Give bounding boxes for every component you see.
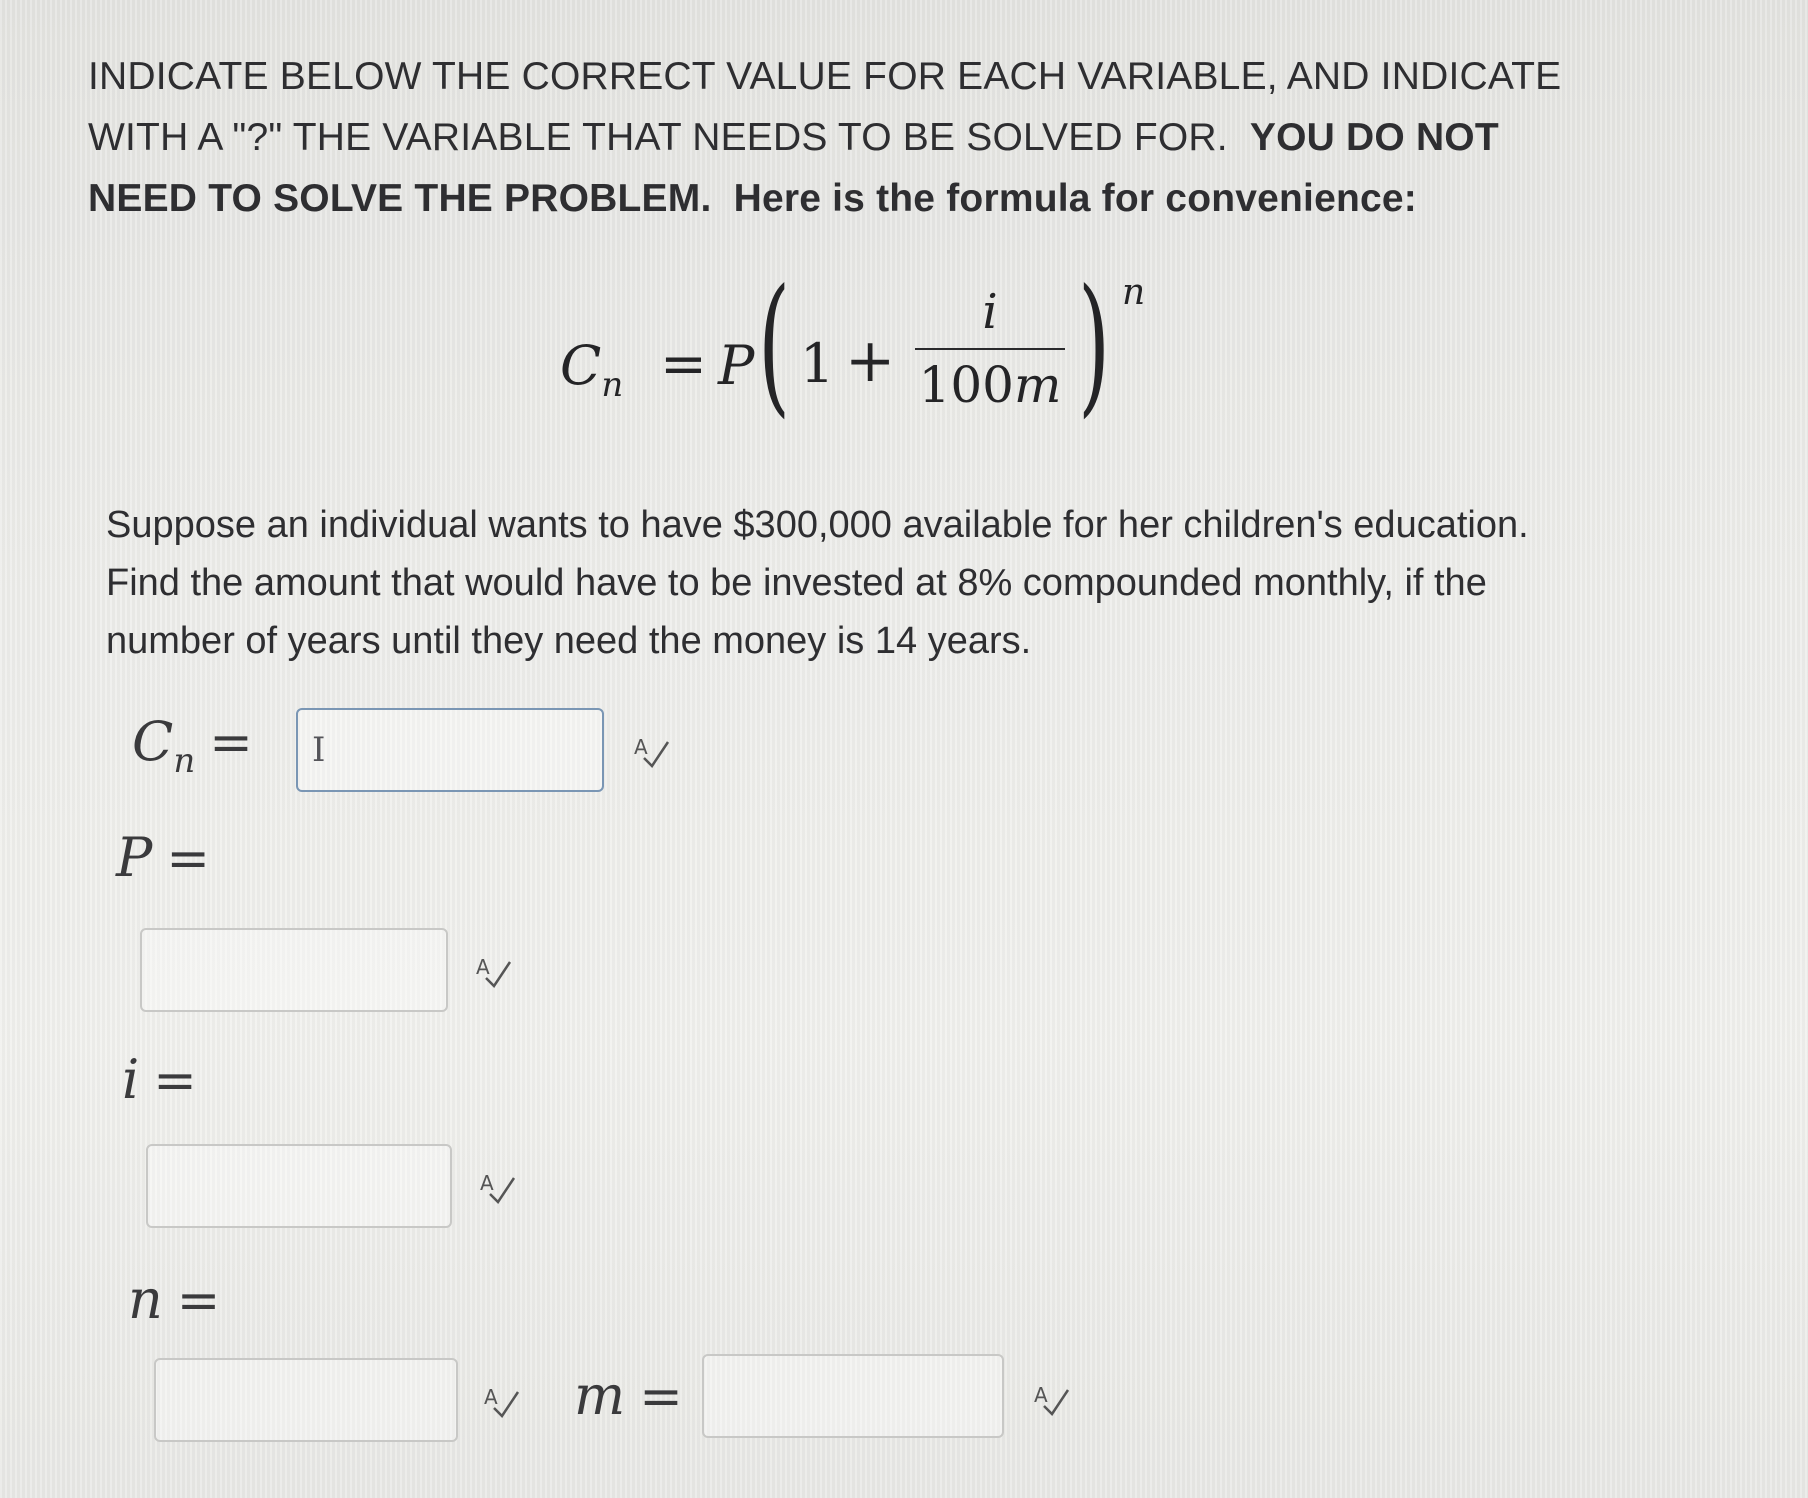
- p-label: P =: [116, 826, 210, 889]
- spell-check-icon[interactable]: [632, 730, 672, 770]
- svg-text:A: A: [634, 735, 648, 759]
- problem-statement: [106, 496, 1646, 670]
- instructions-line-3-bold: NEED TO SOLVE THE PROBLEM.: [88, 177, 712, 220]
- text-cursor-icon: I: [312, 730, 326, 770]
- svg-text:A: A: [480, 1171, 494, 1195]
- n-input[interactable]: [154, 1358, 458, 1442]
- svg-text:A: A: [476, 955, 490, 979]
- formula-numerator: i: [982, 284, 998, 340]
- formula-fraction: [915, 284, 1065, 414]
- p-input[interactable]: [140, 928, 448, 1012]
- instructions: [88, 46, 1648, 229]
- problem-line-2: Find the amount that would have to be invested at 8% compounded monthly, if the: [106, 562, 1487, 604]
- i-label: i =: [122, 1048, 197, 1111]
- instructions-line-2-bold: YOU DO NOT: [1249, 116, 1499, 159]
- instructions-line-3-tail: Here is the formula for convenience:: [733, 177, 1417, 220]
- cn-input[interactable]: [296, 708, 604, 792]
- formula-principal: P: [718, 334, 755, 397]
- compound-interest-formula: [560, 258, 1200, 452]
- formula-denominator: 100m: [918, 356, 1062, 414]
- instructions-line-2: WITH A "?" THE VARIABLE THAT NEEDS TO BE SOLVED FOR.: [88, 116, 1228, 159]
- cn-label: $C_n$ =: [132, 710, 253, 781]
- problem-line-3: number of years until they need the money is 14 years.: [106, 620, 1032, 662]
- spell-check-icon[interactable]: [1032, 1378, 1072, 1418]
- formula-one: 1: [800, 332, 835, 395]
- problem-line-1: Suppose an individual wants to have $300,000 available for her children's education.: [106, 504, 1529, 546]
- n-label: n =: [128, 1268, 221, 1331]
- formula-equals: =: [660, 332, 707, 397]
- formula-left-paren: (: [758, 258, 791, 432]
- i-input[interactable]: [146, 1144, 452, 1228]
- instructions-line-1: INDICATE BELOW THE CORRECT VALUE FOR EACH VARIABLE, AND INDICATE: [88, 55, 1562, 98]
- spell-check-icon[interactable]: [478, 1166, 518, 1206]
- svg-text:A: A: [1034, 1383, 1048, 1407]
- formula-exponent: n: [1122, 272, 1146, 313]
- formula-lhs: $C_n$: [560, 334, 624, 405]
- formula-fraction-bar: [915, 348, 1065, 350]
- formula-plus: +: [845, 326, 896, 396]
- spell-check-icon[interactable]: [474, 950, 514, 990]
- m-input[interactable]: [702, 1354, 1004, 1438]
- m-label: m =: [574, 1364, 683, 1427]
- formula-right-paren: ): [1078, 258, 1111, 432]
- spell-check-icon[interactable]: [482, 1380, 522, 1420]
- svg-text:A: A: [484, 1385, 498, 1409]
